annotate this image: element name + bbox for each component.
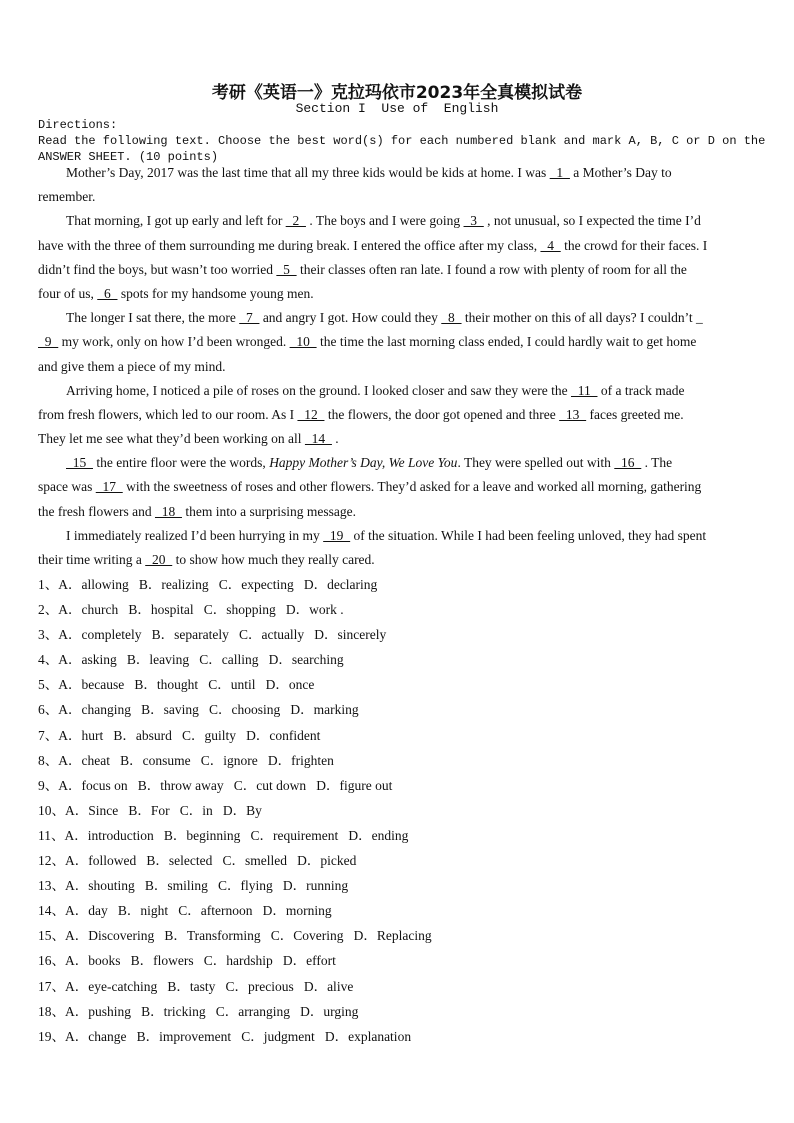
- question-options: 7、A．hurt B．absurd C．guilty D．confident: [38, 727, 321, 743]
- question-options: 6、A．changing B．saving C．choosing D．marking: [38, 702, 359, 718]
- answer-blank: 8: [441, 310, 462, 326]
- answer-blank: 2: [285, 213, 306, 229]
- text-segment: their time writing a: [38, 552, 146, 567]
- text-segment: the entire floor were the words,: [93, 455, 270, 471]
- passage-line: [38, 308, 748, 332]
- passage-line: [38, 260, 748, 284]
- answer-blank: 7: [239, 310, 260, 326]
- text-segment: their mother on this of all days? I couldn’t _: [461, 310, 703, 326]
- text-segment: the time the last morning class ended, I could hardly wait to get home: [316, 334, 697, 350]
- text-segment: my work, only on how I’d been wronged.: [58, 334, 290, 350]
- answer-blank: 1: [549, 165, 570, 180]
- question-options: 2、A．church B．hospital C．shopping D．work .: [38, 602, 344, 618]
- passage-line: [38, 405, 748, 429]
- answer-blank: 14: [304, 431, 332, 447]
- text-segment: and give them a piece of my mind.: [38, 358, 226, 374]
- text-segment: them into a surprising message.: [181, 503, 356, 519]
- text-segment: to show how much they really cared.: [172, 552, 375, 567]
- question-options: 3、A．completely B．separately C．actually D．sincerely: [38, 627, 387, 643]
- question-options: 17、A．eye-catching B．tasty C．precious D．alive: [38, 978, 354, 994]
- question-options: 14、A．day B．night C．afternoon D．morning: [38, 903, 332, 919]
- text-segment: have with the three of them surrounding me during break. I entered the office after my class,: [38, 237, 541, 253]
- passage-line: [38, 187, 748, 211]
- text-segment: The longer I sat there, the more: [66, 310, 240, 326]
- answer-blank: 17: [95, 479, 123, 495]
- text-segment: and angry I got. How could they: [259, 310, 442, 326]
- passage-line: [38, 526, 748, 550]
- text-segment: That morning, I got up early and left for: [66, 213, 286, 229]
- answer-blank: 6: [97, 285, 118, 301]
- question-options: 8、A．cheat B．consume C．ignore D．frighten: [38, 752, 334, 768]
- text-segment: the crowd for their faces. I: [560, 237, 708, 253]
- answer-blank: 15: [66, 455, 93, 471]
- question-options: 19、A．change B．improvement C．judgment D．explanation: [38, 1028, 412, 1044]
- passage-line: [38, 381, 748, 405]
- text-segment: of the situation. While I had been feeling unloved, they had spent: [350, 527, 707, 543]
- passage-line: [38, 550, 748, 574]
- text-segment: with the sweetness of roses and other flowers. They’d asked for a leave and worked all morning, gathering: [122, 479, 702, 495]
- answer-blank: 13: [559, 406, 587, 422]
- question-options: 10、A．Since B．For C．in D．By: [38, 802, 262, 818]
- directions-text-line: ANSWER SHEET. (10 points): [38, 150, 219, 164]
- text-segment: remember.: [38, 189, 96, 205]
- passage-line: [38, 163, 748, 187]
- answer-blank: 9: [38, 334, 59, 350]
- text-segment: the flowers, the door got opened and three: [324, 406, 560, 422]
- text-segment: four of us,: [38, 285, 98, 301]
- question-options: 1、A．allowing B．realizing C．expecting D．declaring: [38, 577, 378, 592]
- question-options: 18、A．pushing B．tricking C．arranging D．urging: [38, 1003, 359, 1019]
- question-options: 5、A．because B．thought C．until D．once: [38, 677, 315, 693]
- answer-blank: 5: [276, 261, 297, 277]
- question-options: 11、A．introduction B．beginning C．requirement D．ending: [38, 827, 409, 843]
- text-segment: a Mother’s Day to: [569, 165, 672, 180]
- question-options: 4、A．asking B．leaving C．calling D．searching: [38, 652, 344, 668]
- page-title: 考研《英语一》克拉玛依市2023年全真模拟试卷: [211, 83, 583, 103]
- answer-blank: 20: [145, 552, 173, 567]
- passage-line: [38, 453, 748, 477]
- answer-blank: 19: [323, 527, 351, 543]
- options-list: [38, 575, 432, 1052]
- passage: [38, 163, 748, 574]
- passage-line: [38, 284, 748, 308]
- question-options: 12、A．followed B．selected C．smelled D．picked: [38, 853, 357, 869]
- question-options: 16、A．books B．flowers C．hardship D．effort: [38, 953, 336, 969]
- text-segment: They let me see what they’d been working on all: [38, 431, 305, 447]
- passage-line: [38, 211, 748, 235]
- text-segment: I immediately realized I’d been hurrying in my: [66, 527, 324, 543]
- answer-blank: 3: [463, 213, 484, 229]
- text-segment: didn’t find the boys, but wasn’t too worried: [38, 261, 277, 277]
- text-segment: . The: [641, 455, 673, 471]
- text-segment: the fresh flowers and: [38, 503, 155, 519]
- answer-blank: 18: [154, 503, 182, 519]
- text-segment: Mother’s Day, 2017 was the last time that all my three kids would be kids at home. I was: [66, 165, 550, 180]
- passage-line: [38, 236, 748, 260]
- text-segment: Arriving home, I noticed a pile of roses on the ground. I looked closer and saw they were the: [66, 382, 571, 398]
- text-segment: from fresh flowers, which led to our room. As I: [38, 406, 298, 422]
- directions-label: Directions:: [38, 118, 118, 132]
- text-segment: . The boys and I were going: [305, 213, 464, 229]
- answer-blank: 11: [570, 382, 598, 398]
- text-segment: . They were spelled out with: [457, 455, 615, 471]
- passage-line: [38, 477, 748, 501]
- answer-blank: 12: [297, 406, 325, 422]
- passage-line: [38, 332, 748, 356]
- question-options: 9、A．focus on B．throw away C．cut down D．figure out: [38, 777, 393, 793]
- passage-line: [38, 357, 748, 381]
- passage-line: [38, 502, 748, 526]
- text-segment: faces greeted me.: [586, 406, 684, 422]
- text-segment: space was: [38, 479, 96, 495]
- question-options: 15、A．Discovering B．Transforming C．Covering D．Replacing: [38, 928, 432, 944]
- section-heading: Section I Use of English: [295, 101, 499, 116]
- text-segment: their classes often ran late. I found a row with plenty of room for all the: [296, 261, 687, 277]
- text-segment: spots for my handsome young men.: [117, 285, 314, 301]
- text-segment: of a track made: [597, 382, 685, 398]
- directions-text-line: Read the following text. Choose the best word(s) for each numbered blank and mark A, B, C or D on the: [38, 134, 766, 148]
- question-options: 13、A．shouting B．smiling C．flying D．running: [38, 878, 349, 894]
- answer-blank: 10: [289, 334, 317, 350]
- italic-text: Happy Mother’s Day, We Love You: [269, 455, 458, 471]
- answer-blank: 16: [614, 455, 642, 471]
- text-segment: , not unusual, so I expected the time I’d: [483, 213, 701, 229]
- answer-blank: 4: [540, 237, 561, 253]
- passage-line: [38, 429, 748, 453]
- text-segment: .: [331, 431, 339, 447]
